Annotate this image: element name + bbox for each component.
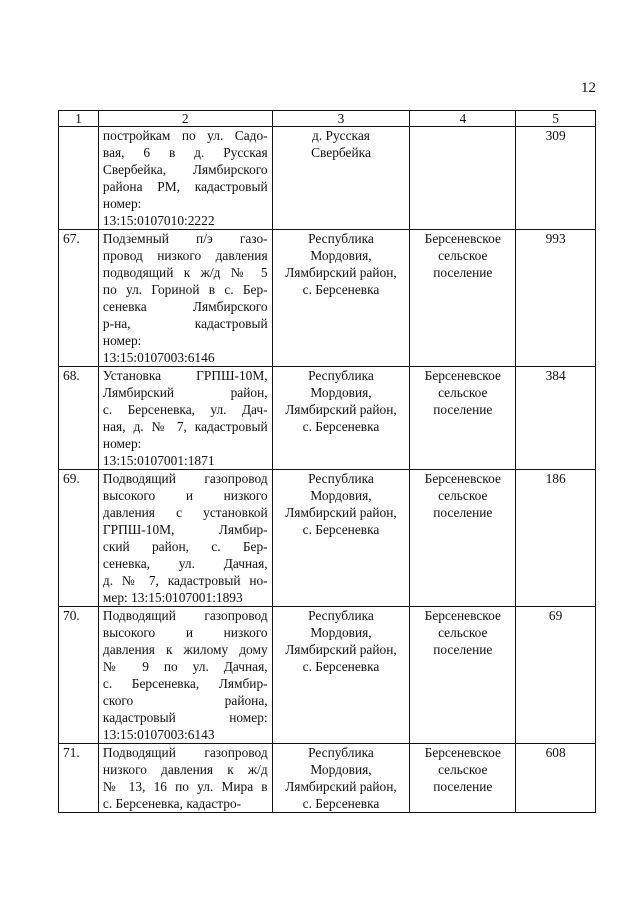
object-owner xyxy=(410,607,516,744)
owner-line: поселение xyxy=(433,402,493,417)
location-line: Лямбирский район, xyxy=(285,642,397,657)
description-line: ная, д. № 7, кадастровый xyxy=(102,419,268,434)
owner-line: Берсеневское xyxy=(424,368,501,383)
description-line: 13:15:0107003:6146 xyxy=(102,350,215,365)
owner-line: сельское xyxy=(438,248,488,263)
location-line: Республика xyxy=(308,231,374,246)
description-line: номер: xyxy=(102,196,142,211)
description-line: с. Берсеневка, Лямбир- xyxy=(102,676,268,691)
location-line: Мордовия, xyxy=(310,625,372,640)
location-line: д. Русская xyxy=(312,128,370,143)
description-line: высокого и низкого xyxy=(102,488,268,503)
description-line: 13:15:0107001:1871 xyxy=(102,453,215,468)
owner-line: Берсеневское xyxy=(424,608,501,623)
row-number: 70. xyxy=(59,607,99,744)
owner-line: сельское xyxy=(438,488,488,503)
object-description xyxy=(98,607,272,744)
description-line: района РМ, кадастровый xyxy=(102,179,268,194)
description-line: по ул. Гориной в с. Бер- xyxy=(102,282,268,297)
owner-line: сельское xyxy=(438,385,488,400)
description-line: д. № 7, кадастровый но- xyxy=(102,573,268,588)
description-line: Подводящий газопровод xyxy=(102,745,268,760)
location-line: Республика xyxy=(308,745,374,760)
column-header: 3 xyxy=(272,111,410,127)
object-owner xyxy=(410,127,516,230)
description-line: ГРПШ-10М, Лямбир- xyxy=(102,522,268,537)
description-line: провод низкого давления xyxy=(102,248,268,263)
object-value: 608 xyxy=(516,744,596,813)
description-line: сеневка Лямбирского xyxy=(102,299,268,314)
description-line: 13:15:0107003:6143 xyxy=(102,727,215,742)
description-line: сеневка, ул. Дачная, xyxy=(102,556,268,571)
description-line: Свербейка, Лямбирского xyxy=(102,162,268,177)
owner-line: поселение xyxy=(433,505,493,520)
location-line: Республика xyxy=(308,471,374,486)
object-description xyxy=(98,230,272,367)
location-line: Мордовия, xyxy=(310,488,372,503)
owner-line: поселение xyxy=(433,779,493,794)
description-line: высокого и низкого xyxy=(102,625,268,640)
object-owner xyxy=(410,470,516,607)
row-number: 71. xyxy=(59,744,99,813)
owner-line: сельское xyxy=(438,762,488,777)
description-line: 13:15:0107010:2222 xyxy=(102,213,215,228)
owner-line: сельское xyxy=(438,625,488,640)
location-line: Мордовия, xyxy=(310,762,372,777)
owner-line: Берсеневское xyxy=(424,745,501,760)
column-header: 4 xyxy=(410,111,516,127)
owner-line: поселение xyxy=(433,265,493,280)
description-line: ский район, с. Бер- xyxy=(102,539,268,554)
location-line: с. Берсеневка xyxy=(302,419,380,434)
description-line: кадастровый номер: xyxy=(102,710,268,725)
owner-line: Берсеневское xyxy=(424,471,501,486)
description-line: мер: 13:15:0107001:1893 xyxy=(102,590,243,605)
row-number: 67. xyxy=(59,230,99,367)
location-line: Мордовия, xyxy=(310,385,372,400)
object-location xyxy=(272,367,410,470)
description-line: Лямбирский район, xyxy=(102,385,268,400)
object-owner xyxy=(410,230,516,367)
object-value: 186 xyxy=(516,470,596,607)
location-line: Лямбирский район, xyxy=(285,779,397,794)
object-description xyxy=(98,127,272,230)
column-header: 5 xyxy=(516,111,596,127)
location-line: Лямбирский район, xyxy=(285,402,397,417)
location-line: Мордовия, xyxy=(310,248,372,263)
object-location xyxy=(272,230,410,367)
location-line: Республика xyxy=(308,368,374,383)
row-number: 69. xyxy=(59,470,99,607)
location-line: Лямбирский район, xyxy=(285,505,397,520)
description-line: давления к жилому дому xyxy=(102,642,268,657)
object-owner xyxy=(410,367,516,470)
description-line: номер: xyxy=(102,333,142,348)
description-line: № 13, 16 по ул. Мира в xyxy=(102,779,268,794)
object-value: 993 xyxy=(516,230,596,367)
object-description xyxy=(98,744,272,813)
location-line: с. Берсеневка xyxy=(302,796,380,811)
owner-line: Берсеневское xyxy=(424,231,501,246)
object-owner xyxy=(410,744,516,813)
object-location xyxy=(272,607,410,744)
property-registry-table xyxy=(58,110,596,813)
table-body xyxy=(59,127,596,813)
location-line: Свербейка xyxy=(311,145,371,160)
object-location xyxy=(272,127,410,230)
column-header: 1 xyxy=(59,111,99,127)
table-row xyxy=(59,607,596,744)
description-line: Подводящий газопровод xyxy=(102,471,268,486)
row-number: 68. xyxy=(59,367,99,470)
column-header: 2 xyxy=(98,111,272,127)
description-line: низкого давления к ж/д xyxy=(102,762,268,777)
object-description xyxy=(98,470,272,607)
object-location xyxy=(272,470,410,607)
object-value: 384 xyxy=(516,367,596,470)
object-description xyxy=(98,367,272,470)
owner-line: поселение xyxy=(433,642,493,657)
row-number xyxy=(59,127,99,230)
description-line: подводящий к ж/д № 5 xyxy=(102,265,268,280)
table-row xyxy=(59,470,596,607)
description-line: постройкам по ул. Садо- xyxy=(102,128,268,143)
table-row xyxy=(59,127,596,230)
description-line: с. Берсеневка, кадастро- xyxy=(102,796,242,811)
description-line: вая, 6 в д. Русская xyxy=(102,145,268,160)
description-line: Установка ГРПШ-10М, xyxy=(102,368,268,383)
description-line: р-на, кадастровый xyxy=(102,316,268,331)
location-line: Республика xyxy=(308,608,374,623)
description-line: номер: xyxy=(102,436,142,451)
description-line: Подземный п/э газо- xyxy=(102,231,268,246)
description-line: с. Берсеневка, ул. Дач- xyxy=(102,402,268,417)
table-row xyxy=(59,230,596,367)
table-header-row xyxy=(59,111,596,127)
page-number: 12 xyxy=(581,80,596,96)
table-row xyxy=(59,367,596,470)
object-value: 69 xyxy=(516,607,596,744)
location-line: с. Берсеневка xyxy=(302,659,380,674)
location-line: с. Берсеневка xyxy=(302,522,380,537)
object-value: 309 xyxy=(516,127,596,230)
description-line: № 9 по ул. Дачная, xyxy=(102,659,268,674)
description-line: Подводящий газопровод xyxy=(102,608,268,623)
description-line: давления с установкой xyxy=(102,505,268,520)
location-line: Лямбирский район, xyxy=(285,265,397,280)
location-line: с. Берсеневка xyxy=(302,282,380,297)
object-location xyxy=(272,744,410,813)
table-row xyxy=(59,744,596,813)
description-line: ского района, xyxy=(102,693,268,708)
